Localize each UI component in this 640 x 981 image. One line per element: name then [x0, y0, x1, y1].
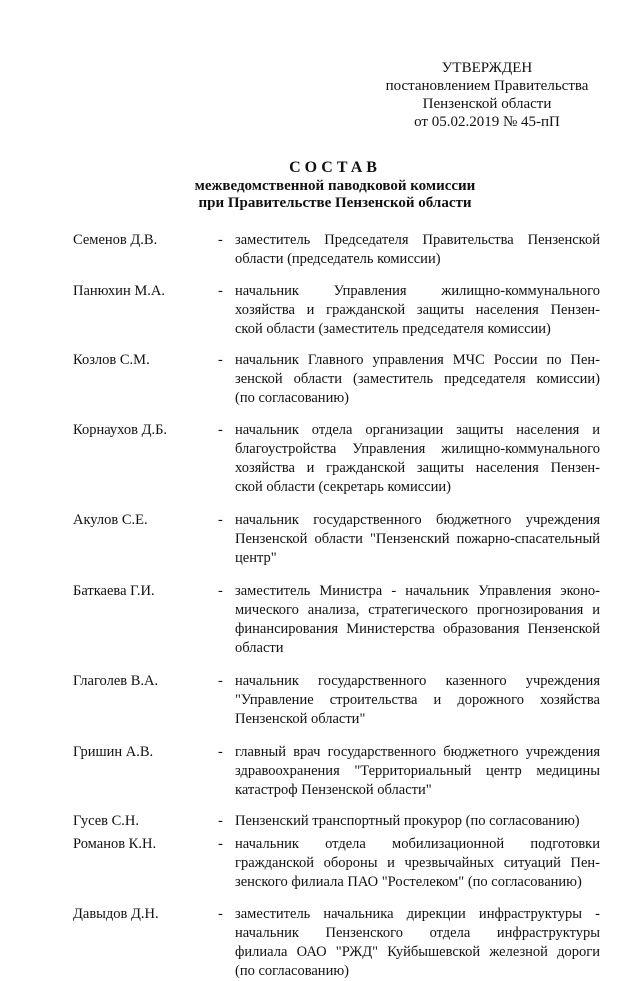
member-role-line: заместитель начальника дирекции инфраструктуры -: [235, 906, 600, 922]
approval-decree: постановлением Правительства: [385, 78, 589, 94]
member-role-line: ской области (секретарь комиссии): [235, 479, 451, 495]
member-role-line: "Управление строительства и дорожного хозяйства: [235, 692, 600, 708]
member-role-line: (по согласованию): [235, 390, 349, 406]
member-role-line: благоустройства Управления жилищно-коммунального: [235, 441, 600, 457]
members-list: [73, 231, 600, 981]
member-name: Козлов С.М.: [73, 352, 150, 368]
member-role: [235, 835, 600, 892]
member-dash: -: [218, 583, 223, 599]
member-role-line: зенской области (заместитель председателя комиссии): [235, 371, 600, 387]
member-role-line: области (председатель комиссии): [235, 251, 441, 267]
member-role-line: Пензенской области "Пензенский пожарно-спасательный: [235, 531, 600, 547]
member-row: [73, 351, 600, 408]
member-role-line: начальник отдела организации защиты населения и: [235, 422, 600, 438]
member-role-line: хозяйства и гражданской защиты населения Пензен-: [235, 460, 600, 476]
member-dash: -: [218, 906, 223, 922]
member-dash: -: [218, 283, 223, 299]
member-role-line: области: [235, 640, 284, 656]
member-role-line: Пензенский транспортный прокурор (по согласованию): [235, 813, 580, 829]
member-role: [235, 282, 600, 339]
member-role-line: ской области (заместитель председателя комиссии): [235, 321, 551, 337]
member-role-line: мического анализа, стратегического прогнозирования и: [235, 602, 600, 618]
member-row: [73, 421, 600, 497]
member-role: [235, 672, 600, 729]
document-heading: [100, 159, 570, 212]
member-name: Семенов Д.В.: [73, 232, 158, 248]
member-role-line: начальник государственного казенного учреждения: [235, 673, 600, 689]
member-name: Гришин А.В.: [73, 744, 154, 760]
member-row: [73, 672, 600, 729]
member-role-line: начальник Главного управления МЧС России по Пен-: [235, 352, 600, 368]
member-name: Давыдов Д.Н.: [73, 906, 159, 922]
member-row: [73, 905, 600, 981]
member-role-line: начальник Управления жилищно-коммунального: [235, 283, 600, 299]
member-name: Корнаухов Д.Б.: [73, 422, 168, 438]
approval-date-number: от 05.02.2019 № 45-пП: [414, 114, 560, 130]
member-role: [235, 351, 600, 408]
member-role: [235, 743, 600, 800]
approval-block: [380, 59, 594, 131]
member-role-line: филиала ОАО "РЖД" Куйбышевской железной дороги: [235, 944, 600, 960]
member-role-line: начальник государственного бюджетного учреждения: [235, 512, 600, 528]
member-role-line: Пензенской области": [235, 711, 366, 727]
member-dash: -: [218, 836, 223, 852]
member-row: [73, 582, 600, 658]
member-row: [73, 231, 600, 269]
member-role-line: зенского филиала ПАО "Ростелеком" (по согласованию): [235, 874, 582, 890]
member-role-line: (по согласованию): [235, 963, 349, 979]
member-role-line: здравоохранения "Территориальный центр медицины: [235, 763, 600, 779]
member-dash: -: [218, 352, 223, 368]
member-name: Акулов С.Е.: [73, 512, 148, 528]
member-role-line: финансирования Министерства образования Пензенской: [235, 621, 600, 637]
member-role-line: заместитель Министра - начальник Управления эконо-: [235, 583, 600, 599]
member-role-line: центр": [235, 550, 277, 566]
member-row: [73, 835, 600, 892]
member-dash: -: [218, 673, 223, 689]
document-title: СОСТАВ: [289, 159, 381, 176]
member-role: [235, 905, 600, 981]
member-role-line: заместитель Председателя Правительства Пензенской: [235, 232, 600, 248]
member-name: Баткаева Г.И.: [73, 583, 155, 599]
member-row: [73, 743, 600, 800]
member-role-line: катастроф Пензенской области": [235, 782, 432, 798]
member-role: [235, 812, 600, 831]
member-name: Панюхин М.А.: [73, 283, 165, 299]
member-dash: -: [218, 232, 223, 248]
member-role-line: начальник Пензенского отдела инфраструктуры: [235, 925, 600, 941]
member-row: [73, 282, 600, 339]
member-role: [235, 511, 600, 568]
member-dash: -: [218, 813, 223, 829]
member-name: Глаголев В.А.: [73, 673, 159, 689]
approval-region: Пензенской области: [422, 96, 552, 112]
member-role: [235, 421, 600, 497]
member-role: [235, 231, 600, 269]
member-role-line: главный врач государственного бюджетного учреждения: [235, 744, 600, 760]
approval-status: УТВЕРЖДЕН: [441, 60, 533, 76]
member-role-line: гражданской обороны и чрезвычайных ситуаций Пен-: [235, 855, 600, 871]
member-dash: -: [218, 512, 223, 528]
member-row: [73, 812, 600, 831]
member-role-line: хозяйства и гражданской защиты населения Пензен-: [235, 302, 600, 318]
member-dash: -: [218, 744, 223, 760]
member-row: [73, 511, 600, 568]
member-name: Романов К.Н.: [73, 836, 157, 852]
member-name: Гусев С.Н.: [73, 813, 139, 829]
member-role: [235, 582, 600, 658]
document-subtitle-line1: межведомственной паводковой комиссии: [194, 178, 476, 194]
document-subtitle-line2: при Правительстве Пензенской области: [198, 195, 472, 211]
member-role-line: начальник отдела мобилизационной подготовки: [235, 836, 600, 852]
member-dash: -: [218, 422, 223, 438]
